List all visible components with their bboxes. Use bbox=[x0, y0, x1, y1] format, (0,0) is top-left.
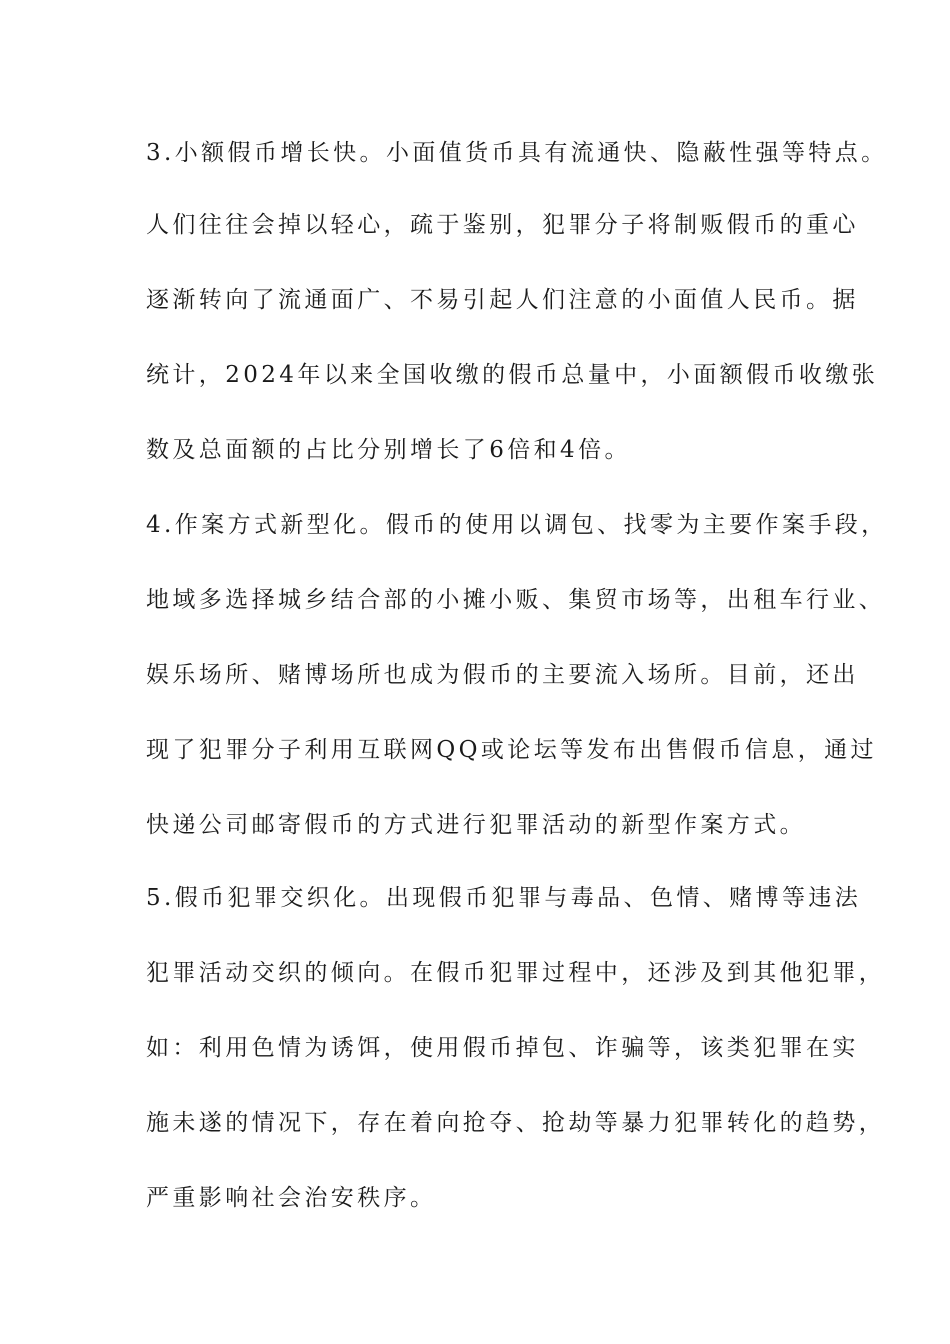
text-line: 娱乐场所、赌博场所也成为假币的主要流入场所。目前，还出 bbox=[146, 662, 859, 688]
text-line: 5.假币犯罪交织化。出现假币犯罪与毒品、色情、赌博等违法 bbox=[146, 885, 862, 911]
text-line: 统计，2024年以来全国收缴的假币总量中，小面额假币收缴张 bbox=[146, 362, 879, 388]
text-line: 快递公司邮寄假币的方式进行犯罪活动的新型作案方式。 bbox=[146, 812, 806, 838]
text-line: 3.小额假币增长快。小面值货币具有流通快、隐蔽性强等特点。 bbox=[146, 140, 888, 166]
text-line: 如：利用色情为诱饵，使用假币掉包、诈骗等，该类犯罪在实 bbox=[146, 1035, 859, 1061]
text-line: 施未遂的情况下，存在着向抢夺、抢劫等暴力犯罪转化的趋势， bbox=[146, 1110, 886, 1136]
text-line: 逐渐转向了流通面广、不易引起人们注意的小面值人民币。据 bbox=[146, 287, 859, 313]
text-line: 严重影响社会治安秩序。 bbox=[146, 1185, 437, 1211]
text-line: 人们往往会掉以轻心，疏于鉴别，犯罪分子将制贩假币的重心 bbox=[146, 212, 859, 238]
text-line: 犯罪活动交织的倾向。在假币犯罪过程中，还涉及到其他犯罪， bbox=[146, 960, 886, 986]
text-line: 现了犯罪分子利用互联网QQ或论坛等发布出售假币信息，通过 bbox=[146, 737, 877, 763]
text-line: 4.作案方式新型化。假币的使用以调包、找零为主要作案手段， bbox=[146, 512, 888, 538]
text-line: 数及总面额的占比分别增长了6倍和4倍。 bbox=[146, 437, 631, 463]
text-line: 地域多选择城乡结合部的小摊小贩、集贸市场等，出租车行业、 bbox=[146, 587, 886, 613]
